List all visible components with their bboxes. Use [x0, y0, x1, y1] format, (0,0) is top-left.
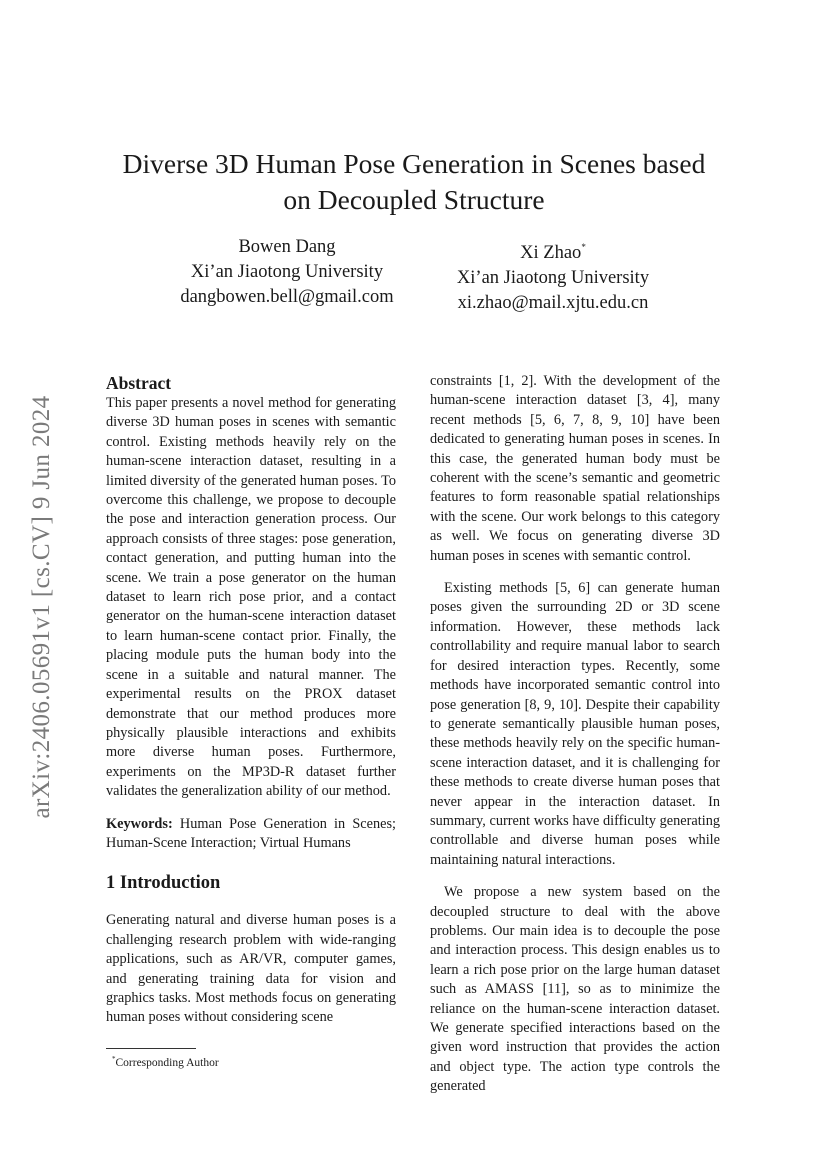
title-line-2: on Decoupled Structure	[283, 184, 545, 215]
corresponding-mark: *	[581, 242, 586, 252]
abstract-text: This paper presents a novel method for generating diverse 3D human poses in scenes with semantic control. Existing methods heavily rely on the human-scene interaction dataset, resulting in a limited diversity of the generated human poses. To overcome this challenge, we propose to decouple the pose and interaction generation process. Our approach consists of three stages: pose generation, contact generation, and putting human into the scene. We train a pose generator on the human dataset to learn rich pose prior, and a contact generator on the human-scene interaction dataset to learn human-scene contact prior. Finally, the placing module puts the human body into the scene in a suitable and natural manner. The experimental results on the PROX dataset demonstrate that our method produces more physically plausible interactions and exhibits more diverse human poses. Furthermore, experiments on the MP3D-R dataset further validates the generalization ability of our method.	[106, 395, 396, 800]
author-email: xi.zhao@mail.xjtu.edu.cn	[457, 293, 649, 313]
keywords-paragraph	[106, 815, 396, 854]
keywords-label: Keywords:	[106, 815, 173, 832]
footnote	[112, 1052, 219, 1071]
title-line-1: Diverse 3D Human Pose Generation in Scenes based	[122, 148, 706, 179]
intro-paragraph-3: We propose a new system based on the decoupled structure to deal with the above problems. Our main idea is to decouple the pose and interaction process. This design enables us to learn a rich pose prior on the large human dataset such as AMASS [11], so as to minimize the reliance on the human-scene interaction dataset. We generate specified interactions based on the given word instruction that provides the action and object type. The action type controls the generated	[430, 884, 720, 1095]
author-email: dangbowen.bell@gmail.com	[180, 287, 394, 307]
footnote-mark: *	[112, 1055, 116, 1063]
footnote-rule	[106, 1048, 196, 1049]
intro-paragraph-2: Existing methods [5, 6] can generate human poses given the surrounding 2D or 3D scene information. However, these methods lack controllability and require manual labor to search for desired interaction types. Recently, some methods have incorporated semantic control into pose generation [8, 9, 10]. Despite their capability to generate semantically plausible human poses, these methods heavily rely on the specific human-scene interaction dataset, and it is challenging for these methods to create diverse human poses that never appear in the interaction dataset. In summary, current works have difficulty generating controllable and diverse human poses while maintaining natural interactions.	[430, 580, 720, 868]
abstract-heading: Abstract	[106, 373, 172, 393]
section-heading-introduction: 1 Introduction	[106, 873, 221, 894]
arxiv-stamp	[22, 374, 62, 840]
left-column	[106, 372, 396, 1028]
intro-paragraph-1: Generating natural and diverse human poses is a challenging research problem with wide-ranging applications, such as AR/VR, computer games, and generating training data for vision and graphics tasks. Most methods focus on generating human poses without considering scene	[106, 912, 396, 1026]
author-affiliation: Xi’an Jiaotong University	[456, 268, 650, 288]
author-block-2	[403, 235, 703, 316]
right-column	[430, 372, 720, 1097]
arxiv-stamp-text: arXiv:2406.05691v1 [cs.CV] 9 Jun 2024	[28, 395, 55, 819]
paper-title	[0, 146, 828, 218]
author-name: Xi Zhao	[520, 243, 582, 263]
intro-paragraph-1-continued: constraints [1, 2]. With the development of the human-scene interaction dataset [3, 4], many recent methods [5, 6, 7, 8, 9, 10] have been dedicated to generating human poses in scenes. In this case, the generated human body must be coherent with the scene’s semantic and geometric features to form reasonable spatial relationships with the scene. Our work belongs to this category as well. We focus on generating diverse 3D human poses in scenes with semantic control.	[430, 373, 720, 564]
author-block-1	[137, 235, 437, 310]
author-name: Bowen Dang	[238, 237, 336, 257]
author-affiliation: Xi’an Jiaotong University	[190, 262, 384, 282]
author-name-line	[403, 235, 703, 266]
keywords-text: Human Pose Generation in Scenes; Human-Scene Interaction; Virtual Humans	[106, 815, 397, 851]
footnote-text: Corresponding Author	[115, 1057, 219, 1069]
